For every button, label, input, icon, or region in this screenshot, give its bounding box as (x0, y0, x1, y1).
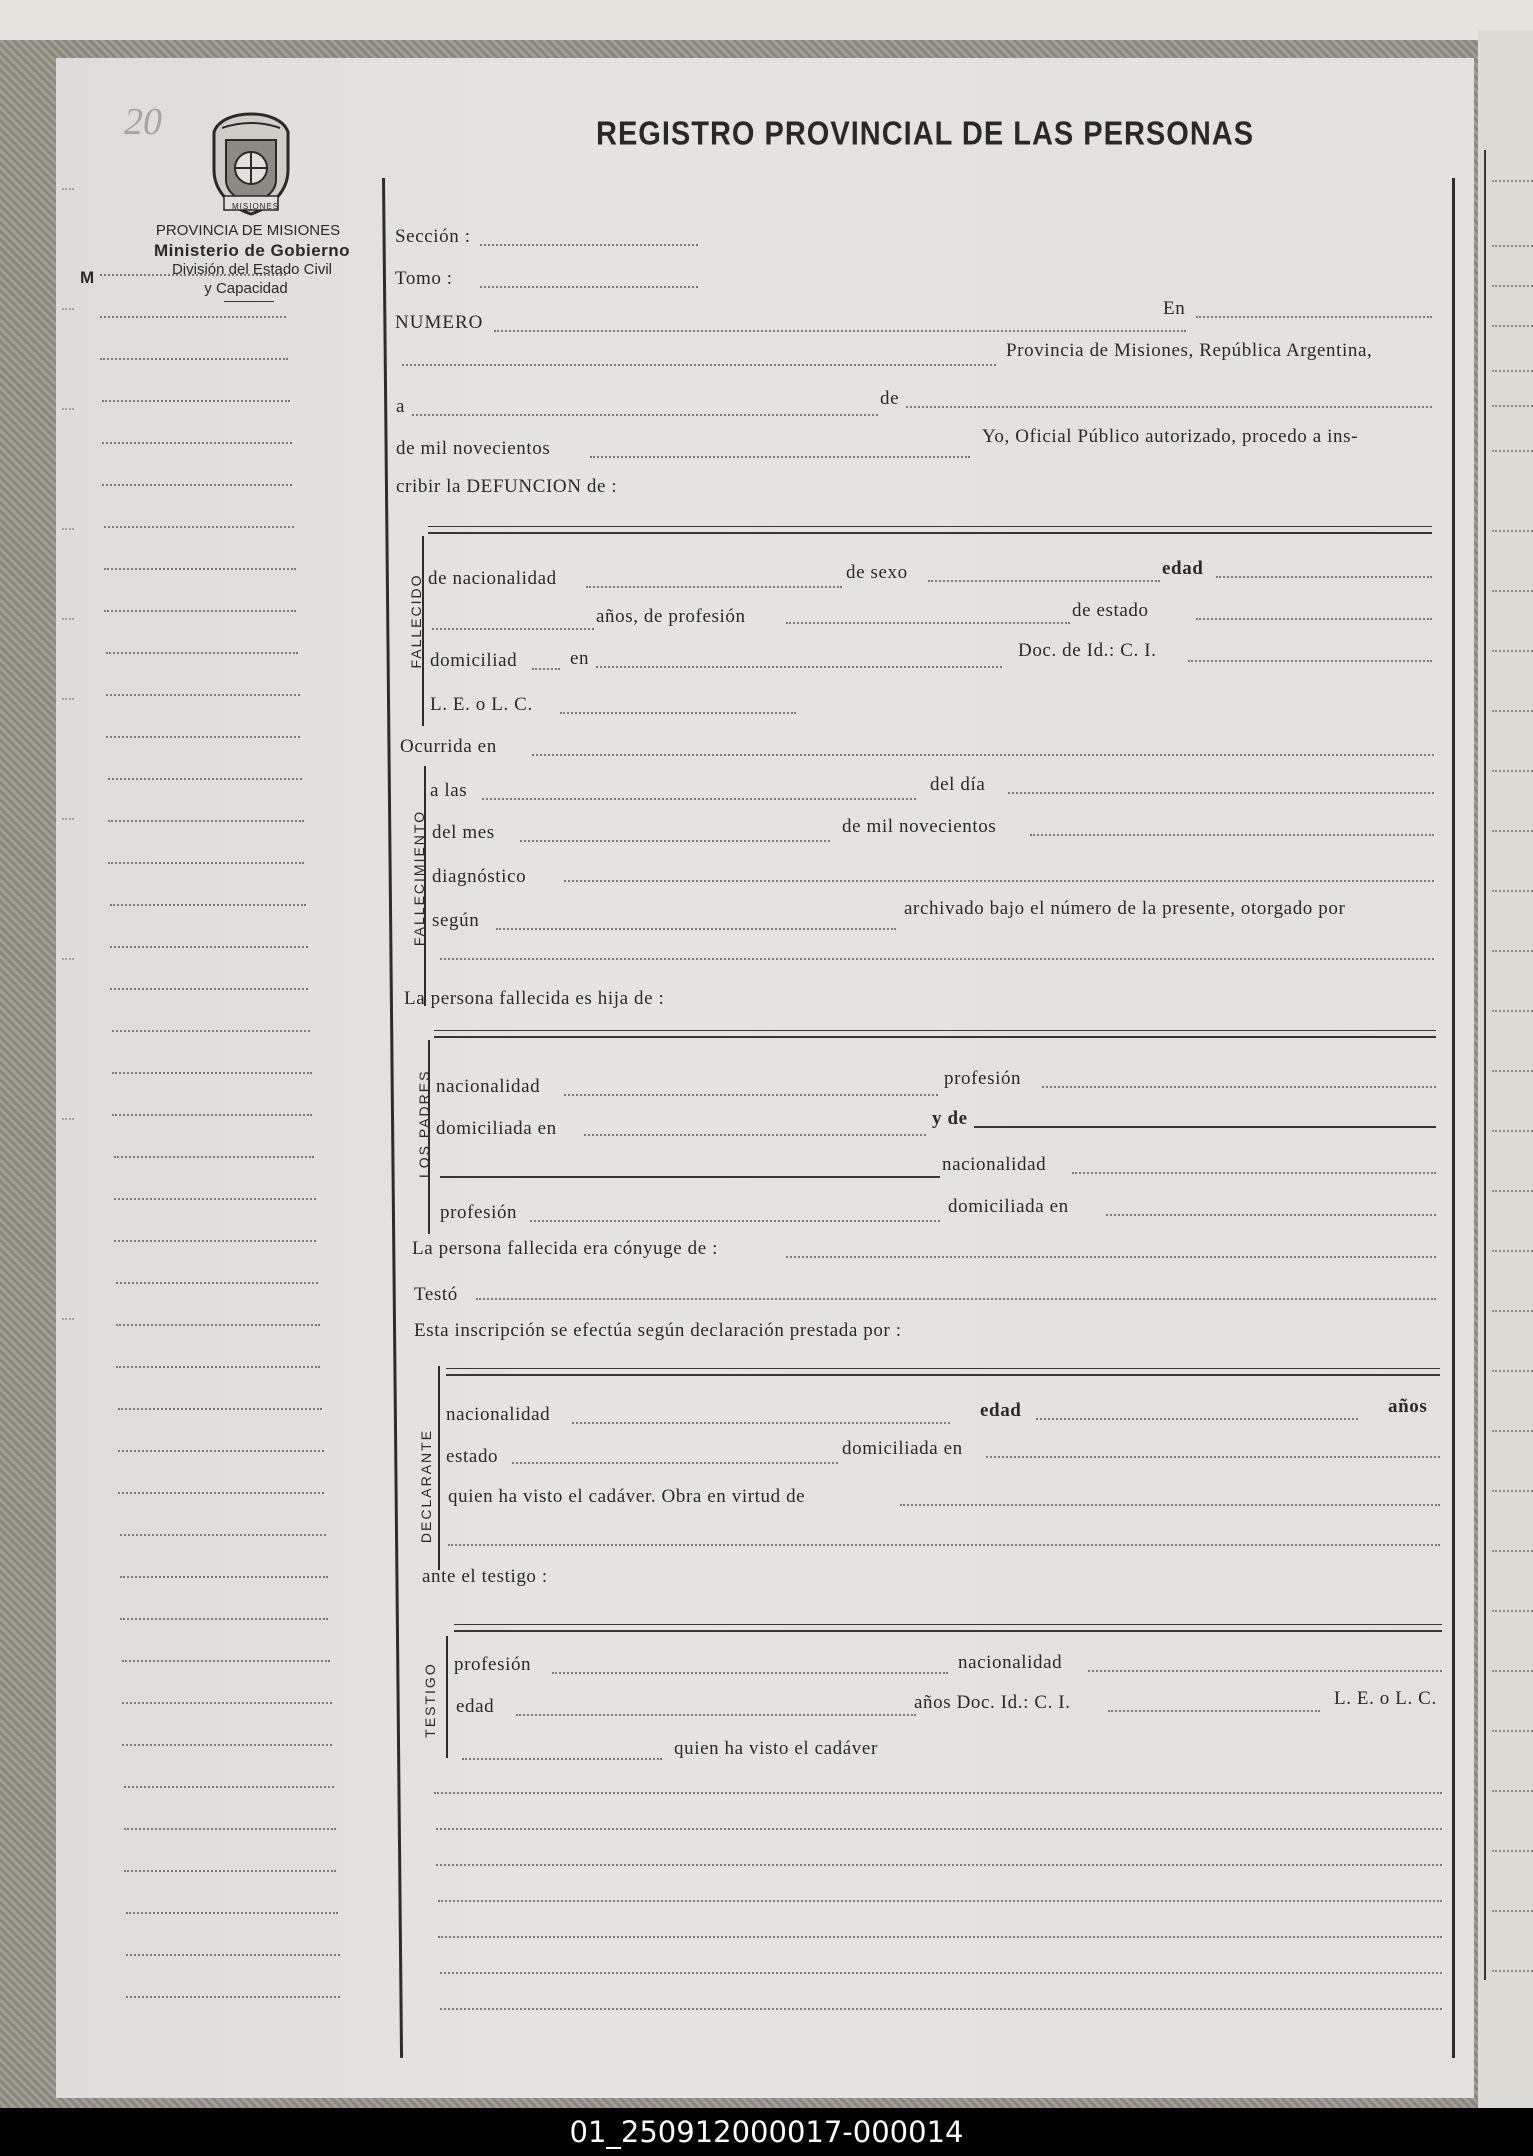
declarante-section-label: DECLARANTE (418, 1428, 434, 1544)
testigo-edad-label: edad (456, 1696, 495, 1717)
next-page-rule (1484, 150, 1486, 1980)
margin-mark: M (80, 268, 95, 287)
declarante-nacionalidad-label: nacionalidad (446, 1404, 551, 1425)
seal-text: MISIONES (232, 202, 280, 211)
a-label: a (396, 396, 406, 417)
ocurrida-label: Ocurrida en (400, 736, 497, 757)
folio-number: 20 (124, 101, 162, 143)
testo-field[interactable] (476, 1298, 1436, 1300)
declarante-edad-field[interactable] (1036, 1418, 1358, 1420)
declarante-estado-field[interactable] (512, 1462, 838, 1464)
declarante-domicilio-field[interactable] (986, 1456, 1440, 1458)
conyuge-field[interactable] (786, 1256, 1436, 1258)
declarante-visto-text: quien ha visto el cadáver. Obra en virtud de (448, 1486, 806, 1507)
padres-section-label: LOS PADRES (416, 1069, 432, 1178)
ministry-name: Ministerio de Gobierno (153, 241, 351, 260)
en-label: En (1163, 298, 1186, 319)
madre-nacionalidad-field[interactable] (1072, 1172, 1436, 1174)
numero-label: NUMERO (395, 312, 484, 333)
padre-nacionalidad-field[interactable] (564, 1094, 938, 1096)
testigo-profesion-field[interactable] (552, 1672, 948, 1674)
defuncion-label: cribir la DEFUNCION de : (396, 476, 618, 497)
fallecido-profesion-field[interactable] (786, 622, 1070, 624)
padre-domicilio-field[interactable] (584, 1134, 926, 1136)
testigo-nacionalidad-label: nacionalidad (958, 1652, 1063, 1673)
testigo-profesion-label: profesión (454, 1654, 532, 1675)
fecha-dia-field[interactable] (412, 414, 878, 416)
mil-novecientos-label: de mil novecientos (842, 816, 997, 837)
fallecido-domicilio-field[interactable] (596, 666, 1002, 668)
de-label: de (880, 388, 900, 409)
diagnostico-label: diagnóstico (432, 866, 527, 887)
hija-de-label: La persona fallecida es hija de : (404, 988, 665, 1009)
nacionalidad-label: de nacionalidad (428, 568, 557, 589)
anos-profesion-label: años, de profesión (596, 606, 746, 627)
archivado-text: archivado bajo el número de la presente, otorgado por (904, 898, 1346, 919)
oficial-publico-text: Yo, Oficial Público autorizado, procedo a ins- (982, 426, 1359, 447)
madre-nacionalidad-label: nacionalidad (942, 1154, 1047, 1175)
madre-nombre-field[interactable] (974, 1126, 1436, 1128)
testigo-le-label: L. E. o L. C. (1334, 1688, 1437, 1709)
padre-profesion-label: profesión (944, 1068, 1022, 1089)
declarante-nacionalidad-field[interactable] (572, 1422, 950, 1424)
padre-domiciliada-label: domiciliada en (436, 1118, 557, 1139)
testigo-section-label: TESTIGO (422, 1662, 438, 1738)
main-right-rule (1452, 178, 1455, 2058)
seccion-label: Sección : (395, 226, 471, 247)
seccion-field[interactable] (480, 244, 698, 246)
anio-field[interactable] (1030, 834, 1434, 836)
de-mil-label: de mil novecientos (396, 438, 551, 459)
edad-label: edad (1162, 558, 1204, 579)
sexo-label: de sexo (846, 562, 908, 583)
diagnostico-field[interactable] (564, 880, 1434, 882)
dia-field[interactable] (1008, 792, 1434, 794)
fallecido-section-label: FALLECIDO (408, 573, 424, 669)
y-de-label: y de (932, 1108, 968, 1129)
ocurrida-field[interactable] (532, 754, 1434, 756)
testigo-edad-field[interactable] (516, 1714, 916, 1716)
division-name-2: y Capacidad (204, 280, 288, 297)
division-name: División del Estado Civil (171, 261, 333, 278)
provincia-republica-text: Provincia de Misiones, República Argentina, (1006, 340, 1373, 361)
hora-field[interactable] (482, 798, 916, 800)
madre-domicilio-field[interactable] (1106, 1214, 1436, 1216)
fallecido-estado-field[interactable] (1196, 618, 1432, 620)
declarante-extra-field[interactable] (448, 1544, 1440, 1546)
madre-domiciliada-label: domiciliada en (948, 1196, 1069, 1217)
page-title: REGISTRO PROVINCIAL DE LAS PERSONAS (596, 115, 1255, 153)
testigo-le-field[interactable] (462, 1758, 662, 1760)
testo-label: Testó (414, 1284, 458, 1305)
fallecido-le-field[interactable] (560, 712, 796, 714)
fecha-anio-field[interactable] (590, 456, 970, 458)
segun-label: según (432, 910, 480, 931)
declarante-estado-label: estado (446, 1446, 499, 1467)
fallecimiento-section-label: FALLECIMIENTO (411, 809, 427, 947)
fallecido-sexo-field[interactable] (928, 580, 1160, 582)
en-domicilio-label: en (570, 648, 590, 669)
inscripcion-text: Esta inscripción se efectúa según declaración prestada por : (414, 1320, 902, 1341)
fecha-mes-field[interactable] (906, 406, 1432, 408)
declarante-edad-label: edad (980, 1400, 1022, 1421)
padre-nacionalidad-label: nacionalidad (436, 1076, 541, 1097)
declarante-obra-field[interactable] (900, 1504, 1440, 1506)
madre-profesion-field[interactable] (530, 1220, 940, 1222)
fallecido-anos-field[interactable] (432, 628, 594, 630)
del-mes-label: del mes (432, 822, 495, 843)
fallecido-ci-field[interactable] (1188, 660, 1432, 662)
lugar-field[interactable] (402, 364, 996, 366)
mes-field[interactable] (520, 840, 830, 842)
en-field[interactable] (1196, 316, 1432, 318)
certificado-field[interactable] (496, 928, 896, 930)
madre-profesion-label: profesión (440, 1202, 518, 1223)
padre-profesion-field[interactable] (1042, 1086, 1436, 1088)
tomo-label: Tomo : (395, 268, 453, 289)
fallecido-nacionalidad-field[interactable] (586, 586, 842, 588)
domiciliado-label: domiciliad (430, 650, 518, 671)
conyuge-label: La persona fallecida era cónyuge de : (412, 1238, 718, 1259)
testigo-visto-text: quien ha visto el cadáver (674, 1738, 878, 1759)
image-caption: 01_250912000017-000014 (0, 2108, 1533, 2156)
declarante-anos-label: años (1388, 1396, 1428, 1417)
declarante-domiciliada-label: domiciliada en (842, 1438, 963, 1459)
del-dia-label: del día (930, 774, 986, 795)
testigo-doc-label: años Doc. Id.: C. I. (914, 1692, 1071, 1713)
tomo-field[interactable] (480, 286, 698, 288)
province-name: PROVINCIA DE MISIONES (155, 222, 341, 239)
ante-testigo-label: ante el testigo : (422, 1566, 548, 1587)
register-page (56, 58, 1474, 2098)
backdrop-top (0, 0, 1533, 40)
testigo-ci-field[interactable] (1108, 1710, 1320, 1712)
numero-field[interactable] (494, 330, 1186, 332)
testigo-nacionalidad-field[interactable] (1088, 1670, 1442, 1672)
le-lc-label: L. E. o L. C. (430, 694, 533, 715)
next-page-edge (1478, 30, 1533, 2108)
doc-id-label: Doc. de Id.: C. I. (1018, 640, 1157, 661)
a-las-label: a las (430, 780, 468, 801)
otorgado-field[interactable] (440, 958, 1434, 960)
fallecido-edad-field[interactable] (1216, 576, 1432, 578)
estado-label: de estado (1072, 600, 1149, 621)
